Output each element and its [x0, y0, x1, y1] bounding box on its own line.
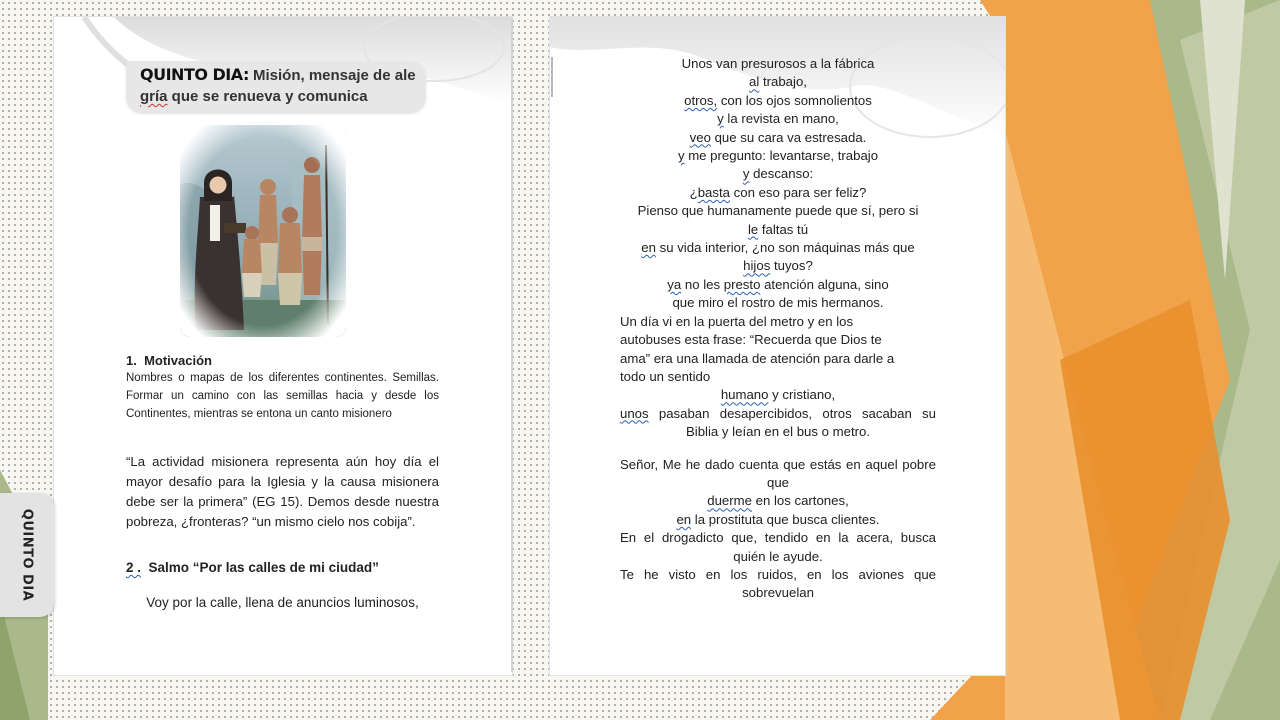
- poem-line: [620, 129, 936, 147]
- quote-paragraph: “La actividad misionera representa aún hoy día el mayor desafío para la Iglesia y la causa misionera debe ser la primera” (EG 15). Demos desde nuestra pobreza, ¿fronteras? “un mismo cielo nos cobija”.: [126, 454, 439, 529]
- grammar-marked-word: humano: [720, 387, 769, 403]
- poem-text-fragment: con eso para ser feliz?: [729, 184, 867, 200]
- poem-line: todo un sentido: [620, 368, 711, 384]
- grammar-marked-word: basta: [697, 184, 730, 200]
- poem-text: [620, 55, 936, 603]
- poem-text-fragment: atención alguna, sino: [760, 276, 889, 292]
- poem-line: Señor, Me he dado cuenta que estás en aquel pobre que: [620, 456, 936, 490]
- poem-text-fragment: tuyos?: [770, 258, 813, 274]
- poem-text-fragment: pasaban desapercibidos, otros sacaban su Biblia y leían en el bus o metro.: [648, 405, 936, 440]
- grammar-marked-word: duerme: [707, 493, 752, 509]
- section-motivacion-heading: [126, 353, 439, 368]
- grammar-marked-word: presto: [723, 276, 761, 292]
- page-divider: [511, 18, 513, 672]
- poem-line: Pienso que humanamente puede que sí, pero si: [637, 203, 919, 219]
- grammar-marked-word: otros,: [684, 92, 718, 108]
- poem-text-fragment: ¿: [689, 184, 698, 200]
- section-number: 2 .: [126, 560, 142, 575]
- poem-line: autobuses esta frase: “Recuerda que Dios te: [620, 332, 882, 348]
- poem-text-fragment: descanso:: [749, 166, 814, 182]
- poem-line: [620, 165, 936, 183]
- left-page: [53, 16, 513, 676]
- grammar-marked-word: veo: [689, 129, 711, 145]
- right-page: [549, 16, 1006, 676]
- side-tab: [0, 493, 54, 617]
- poem-line: [620, 257, 936, 275]
- grammar-marked-word: y: [677, 148, 685, 164]
- poem-line: [620, 239, 936, 257]
- grammar-marked-word: unos: [620, 405, 649, 421]
- grammar-marked-word: y: [717, 111, 724, 127]
- poem-text-fragment: faltas tú: [758, 221, 809, 237]
- poem-line: [620, 511, 936, 529]
- poem-line: [620, 386, 936, 404]
- grammar-marked-word: ya: [667, 276, 682, 292]
- section-motivacion-body: Nombres o mapas de los diferentes continentes. Semillas. Formar un camino con las semillas hacia y desde los Continentes, mientras se entona un canto misionero: [126, 372, 439, 420]
- poem-text-fragment: la revista en mano,: [723, 111, 839, 127]
- poem-line: que miro el rostro de mis hermanos.: [672, 295, 884, 311]
- missionary-painting: [180, 125, 346, 337]
- poem-line: [620, 405, 936, 442]
- poem-line: Un día vi en la puerta del metro y en los: [620, 313, 854, 329]
- day-title-text: Misión, mensaje de ale: [248, 67, 416, 84]
- section-salmo-heading: [126, 560, 439, 575]
- poem-line: Unos van presurosos a la fábrica: [681, 56, 875, 71]
- side-tab-label: QUINTO DIA: [19, 508, 35, 602]
- section-number: 1.: [126, 353, 137, 368]
- day-title-text-2: que se renueva y comunica: [167, 88, 368, 105]
- section-title: Motivación: [144, 353, 212, 368]
- poem-line: En el drogadicto que, tendido en la acera, busca quién le ayude.: [620, 530, 936, 564]
- poem-text-fragment: trabajo,: [759, 74, 807, 90]
- poem-line: ama” era una llamada de atención para darle a: [620, 350, 895, 366]
- grammar-marked-word: en: [676, 511, 692, 527]
- poem-text-fragment: y cristiano,: [768, 387, 836, 403]
- poem-text-fragment: la prostituta que busca clientes.: [691, 511, 880, 527]
- poem-text-fragment: me pregunto: levantarse, trabajo: [684, 148, 879, 164]
- poem-text-fragment: que su cara va estresada.: [710, 129, 867, 145]
- salmo-first-line: Voy por la calle, llena de anuncios luminosos,: [146, 595, 419, 610]
- stanza-gap: [620, 442, 936, 456]
- poem-line: Te he visto en los ruidos, en los aviones que sobrevuelan: [620, 566, 936, 601]
- poem-line: [620, 492, 936, 510]
- poem-line: [620, 276, 936, 294]
- poem-text-fragment: su vida interior, ¿no son máquinas más que: [655, 240, 915, 256]
- grammar-marked-word: y: [742, 166, 750, 182]
- day-title-heading: QUINTO DIA:: [140, 65, 249, 84]
- poem-line: [620, 73, 936, 91]
- grammar-marked-word: al: [749, 74, 760, 90]
- spell-marked-word: gría: [140, 88, 168, 105]
- poem-text-fragment: no les: [681, 276, 724, 292]
- grammar-marked-word: hijos: [743, 258, 771, 274]
- poem-text-fragment: con los ojos somnolientos: [717, 92, 872, 108]
- grammar-marked-word: le: [747, 221, 759, 237]
- poem-line: [620, 221, 936, 239]
- poem-line: [620, 184, 936, 202]
- poem-text-fragment: en los cartones,: [751, 493, 849, 509]
- section-title: Salmo “Por las calles de mi ciudad”: [148, 560, 379, 575]
- day-title-box: [126, 61, 426, 113]
- poem-line: [620, 110, 936, 128]
- poem-line: [620, 92, 936, 110]
- poem-line: [620, 147, 936, 165]
- grammar-marked-word: en: [641, 240, 656, 256]
